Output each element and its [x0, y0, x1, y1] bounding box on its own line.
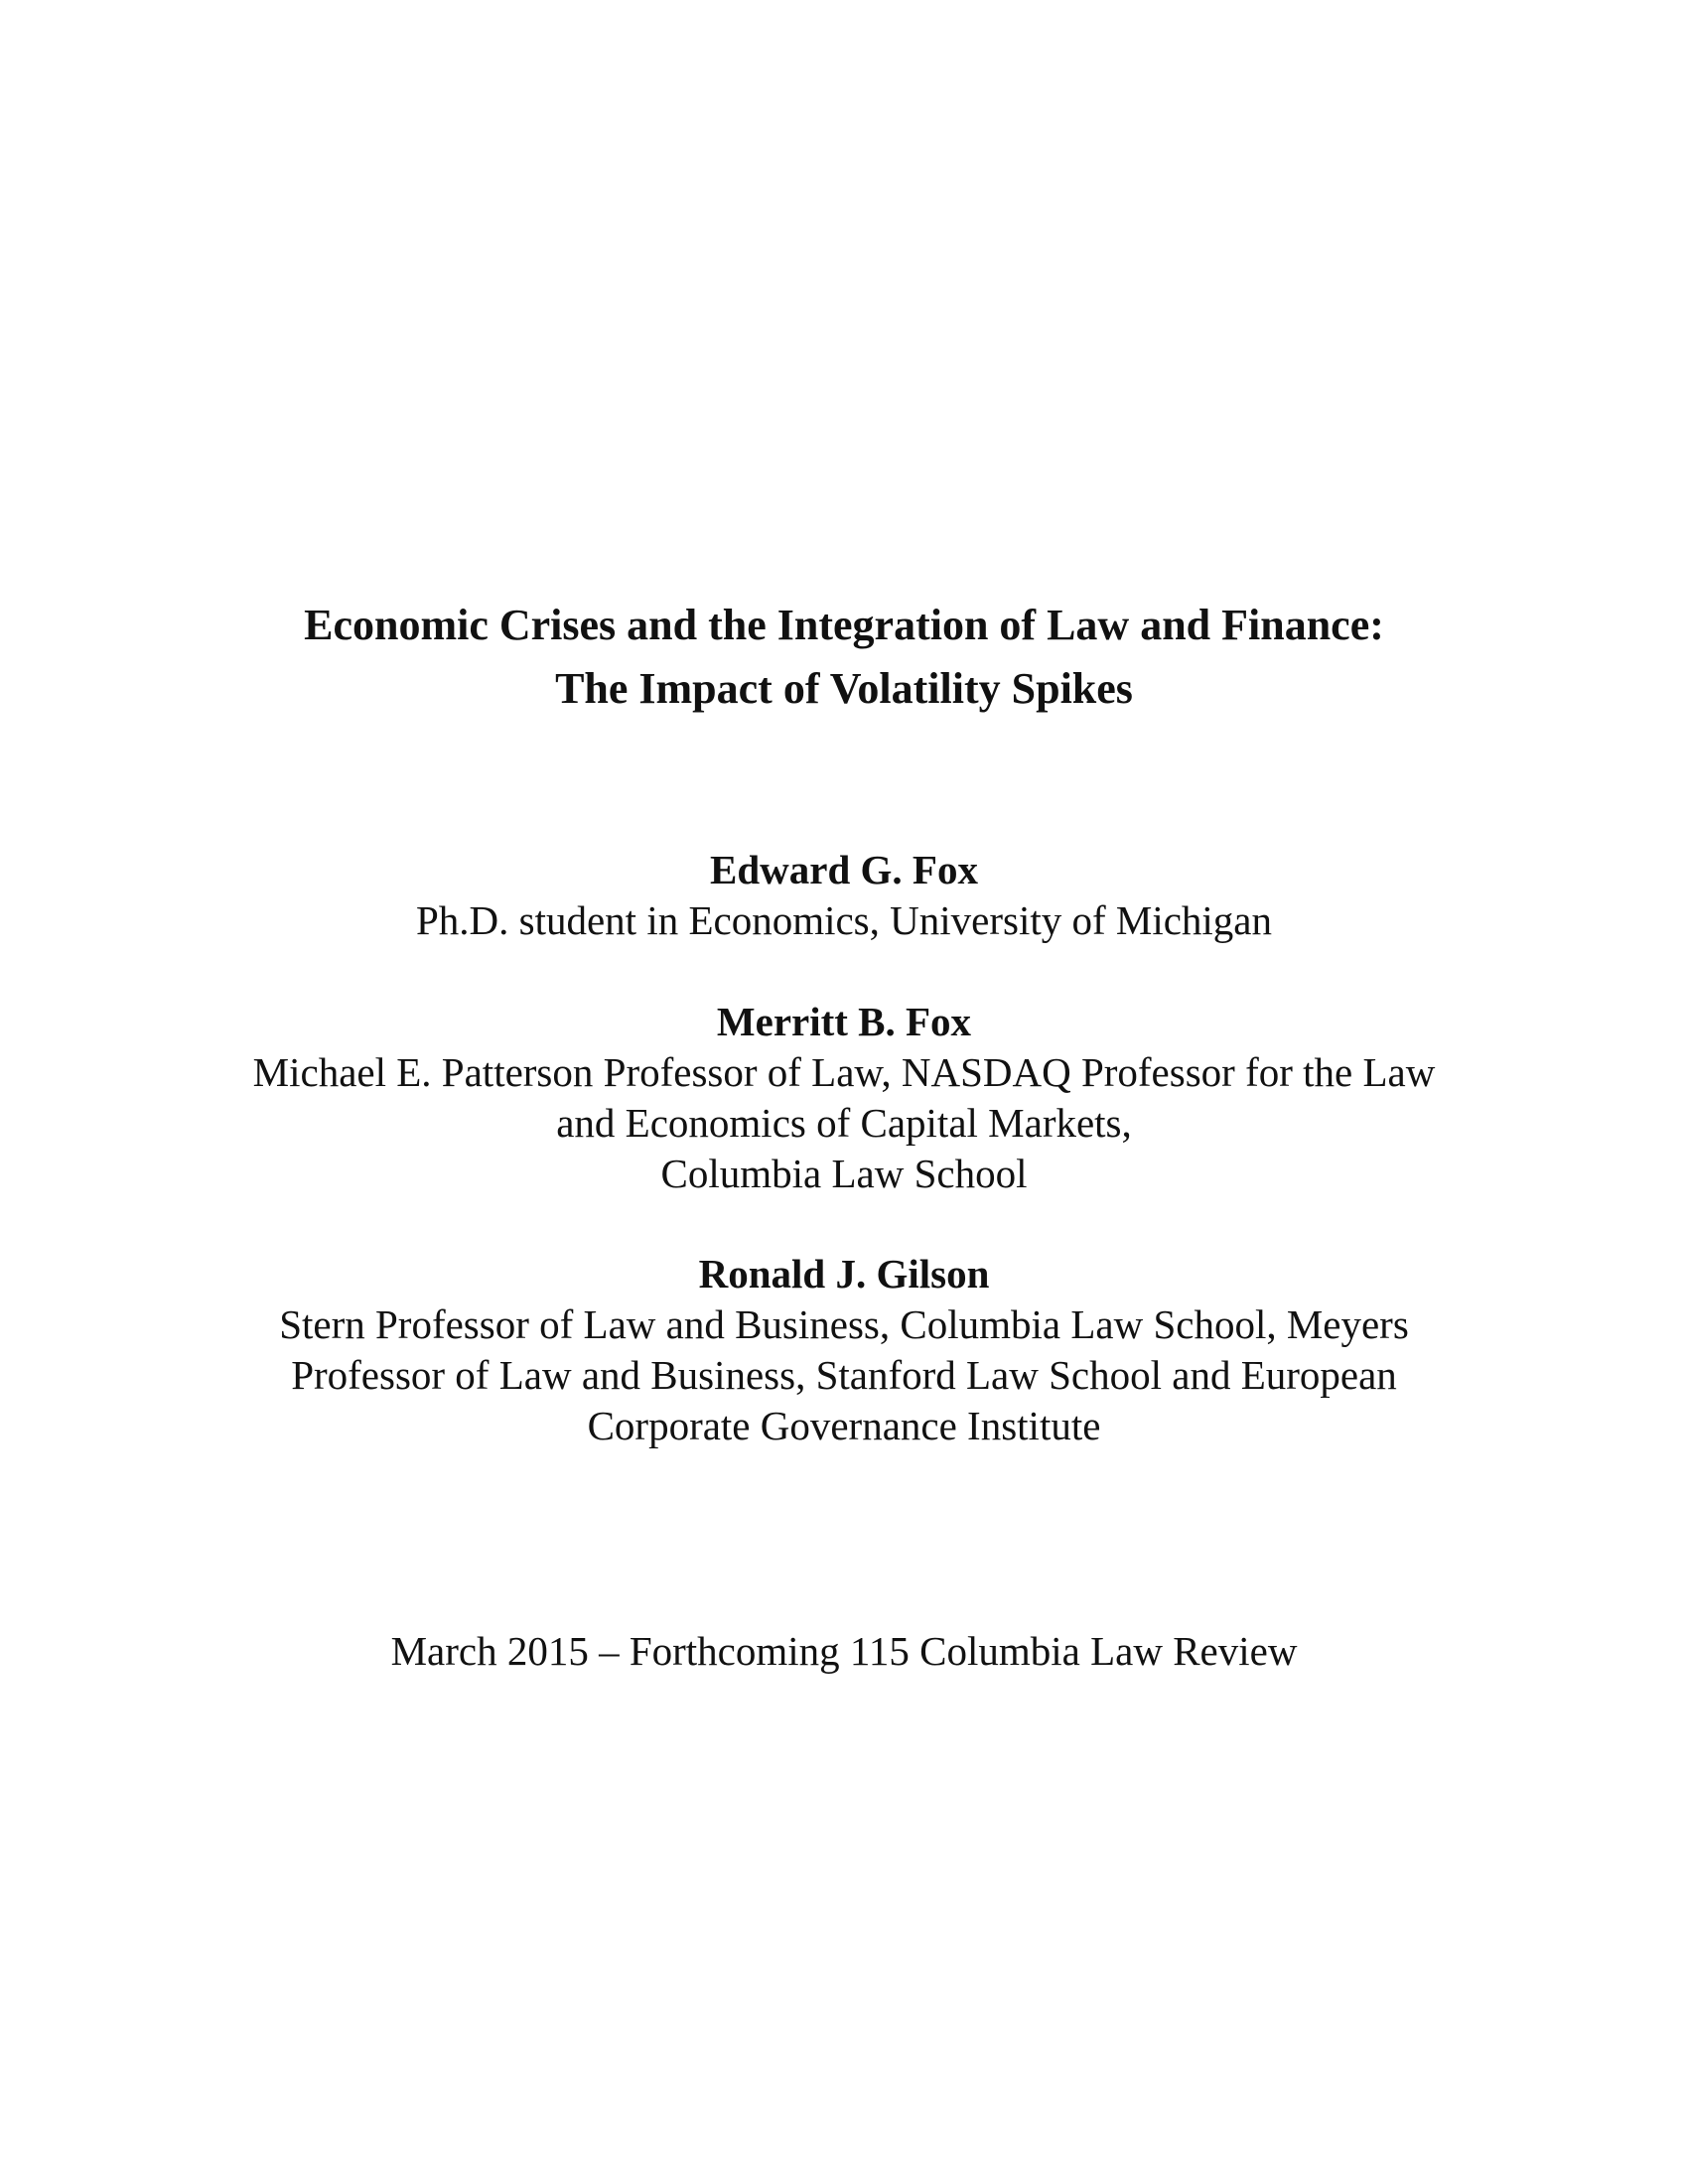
author-affiliation-line: Columbia Law School — [660, 1151, 1028, 1196]
author-affiliation-line: Corporate Governance Institute — [587, 1403, 1101, 1448]
publication-date-line: March 2015 – Forthcoming 115 Columbia Law Review — [390, 1628, 1298, 1674]
paper-title — [0, 594, 1688, 721]
author-affiliation-line: Professor of Law and Business, Stanford Law School and European — [291, 1352, 1397, 1398]
author-affiliation-line: and Economics of Capital Markets, — [556, 1100, 1132, 1146]
author-affiliation-line: Michael E. Patterson Professor of Law, NASDAQ Professor for the Law — [252, 1049, 1436, 1095]
author-name: Ronald J. Gilson — [698, 1251, 990, 1297]
author-name: Edward G. Fox — [710, 847, 978, 892]
author-edward-fox — [0, 844, 1688, 946]
author-affiliation-line: Ph.D. student in Economics, University of Michigan — [415, 897, 1273, 943]
author-name: Merritt B. Fox — [716, 999, 972, 1044]
title-line-1: Economic Crises and the Integration of Law and Finance: — [304, 601, 1384, 649]
author-ronald-gilson — [0, 1248, 1688, 1451]
title-line-2: The Impact of Volatility Spikes — [555, 664, 1133, 713]
author-merritt-fox — [0, 996, 1688, 1199]
author-affiliation-line: Stern Professor of Law and Business, Columbia Law School, Meyers — [279, 1301, 1409, 1347]
